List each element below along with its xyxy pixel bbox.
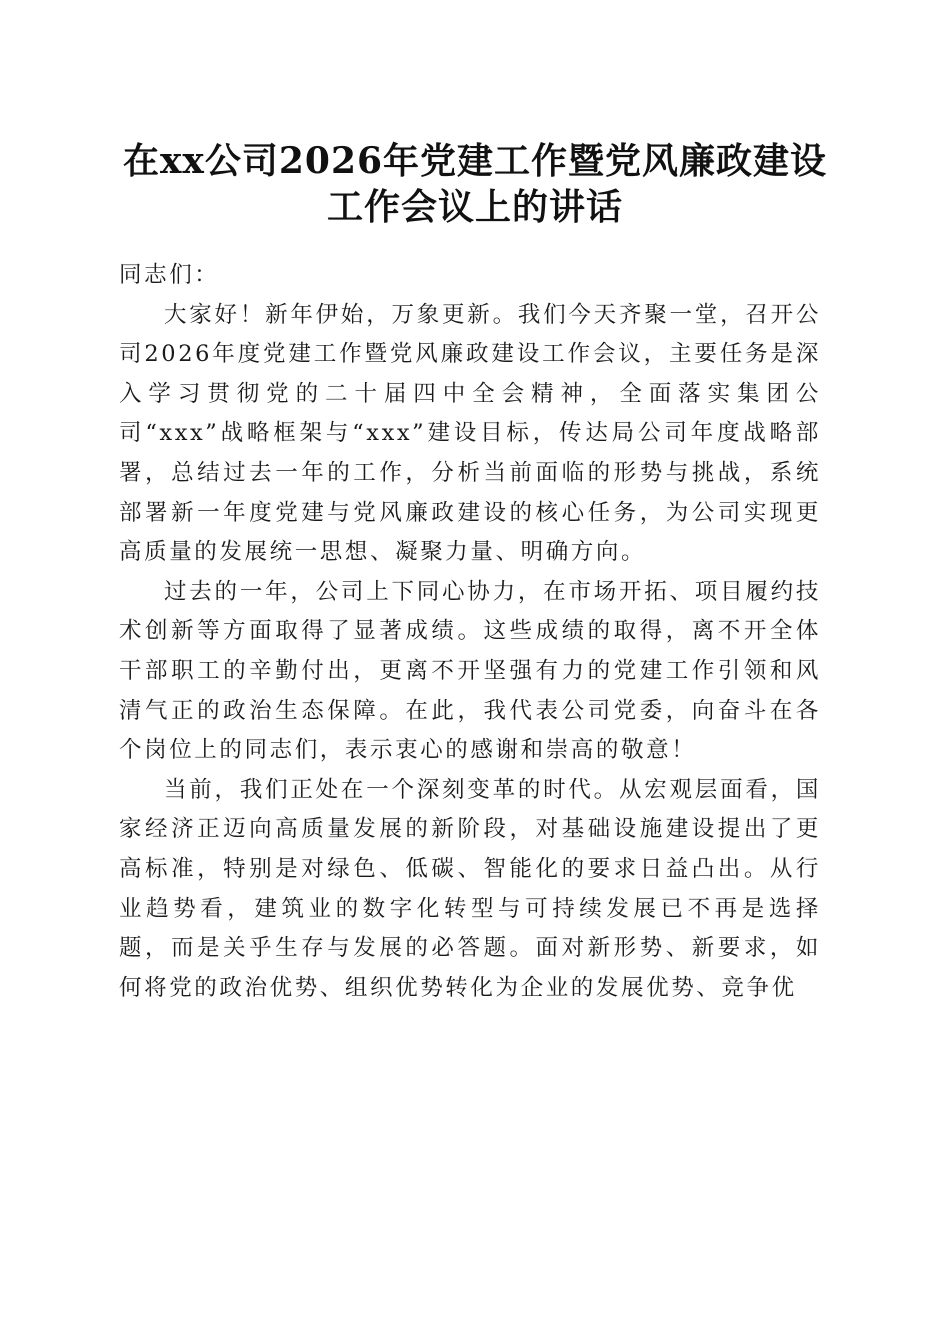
document-body xyxy=(119,256,821,1008)
paragraph-situation: 当前，我们正处在一个深刻变革的时代。从宏观层面看，国家经济正迈向高质量发展的新阶段，对基础设施建设提出了更高标准，特别是对绿色、低碳、智能化的要求日益凸出。从行业趋势看，建筑业的数字化转型与可持续发展已不再是选择题，而是关乎生存与发展的必答题。面对新形势、新要求，如何将党的政治优势、组织优势转化为企业的发展优势、竞争优 xyxy=(119,776,821,1001)
paragraph-opening: 大家好！新年伊始，万象更新。我们今天齐聚一堂，召开公司2026年度党建工作暨党风廉政建设工作会议，主要任务是深入学习贯彻党的二十届四中全会精神，全面落实集团公司“xxx”战略框架与“xxx”建设目标，传达局公司年度战略部署，总结过去一年的工作，分析当前面临的形势与挑战，系统部署新一年度党建与党风廉政建设的核心任务，为公司实现更高质量的发展统一思想、凝聚力量、明确方向。 xyxy=(119,301,821,566)
paragraph-review: 过去的一年，公司上下同心协力，在市场开拓、项目履约技术创新等方面取得了显著成绩。这些成绩的取得，离不开全体干部职工的辛勤付出，更离不开坚强有力的党建工作引领和风清气正的政治生态保障。在此，我代表公司党委，向奋斗在各个岗位上的同志们，表示衷心的感谢和崇高的敬意！ xyxy=(119,578,821,764)
salutation: 同志们： xyxy=(119,262,220,288)
document-title: 在xx公司2026年党建工作暨党风廉政建设工作会议上的讲话 xyxy=(122,140,828,228)
